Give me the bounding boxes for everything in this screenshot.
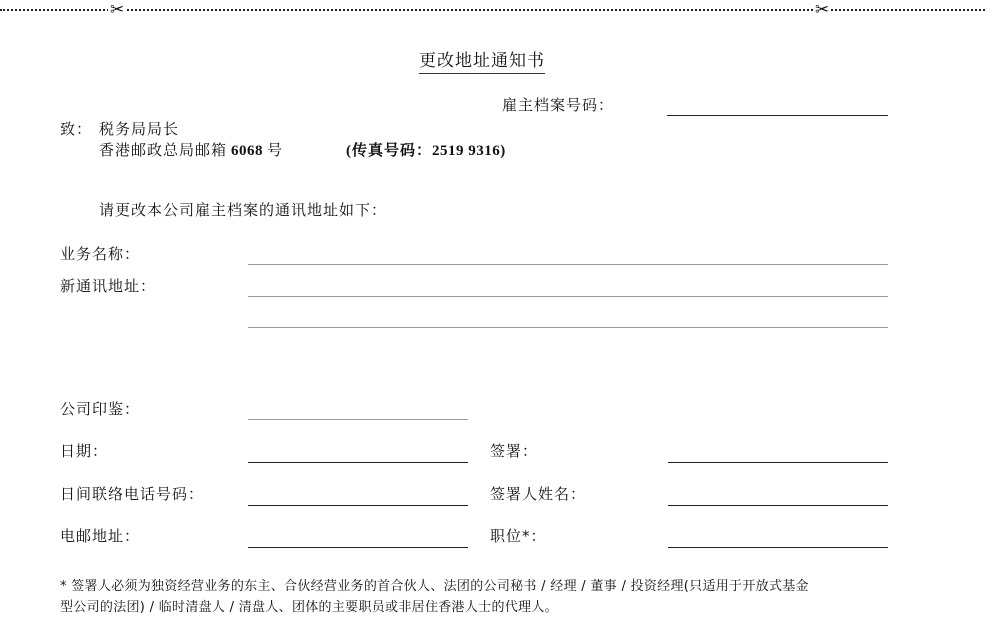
company-chop-label: 公司印鉴： [60, 400, 141, 418]
position-label: 职位*： [490, 527, 547, 545]
scissors-icon: ✂ [110, 0, 125, 20]
date-label: 日期： [60, 442, 109, 460]
company-chop-field[interactable] [248, 419, 468, 420]
employer-file-no-field[interactable] [667, 115, 888, 116]
signatory-name-label: 签署人姓名： [490, 485, 587, 503]
email-label: 电邮地址： [60, 527, 141, 545]
scissors-icon: ✂ [815, 0, 830, 20]
to-label: 致： [60, 120, 93, 138]
fax-close: ) [500, 143, 506, 159]
signatory-name-field[interactable] [668, 505, 888, 506]
signature-label: 签署： [490, 442, 539, 460]
po-box-number: 6068 [231, 143, 264, 159]
business-name-label: 业务名称： [60, 245, 141, 263]
fax-info [346, 141, 506, 160]
address-prefix: 香港邮政总局邮箱 [99, 141, 228, 159]
employer-file-no-label: 雇主档案号码： [502, 96, 615, 114]
fax-number: 2519 9316 [432, 143, 501, 159]
new-address-field-line2[interactable] [248, 327, 888, 328]
recipient-address [99, 141, 283, 160]
new-address-field-line1[interactable] [248, 296, 888, 297]
new-address-label: 新通讯地址： [60, 277, 157, 295]
cut-line [0, 9, 985, 11]
signature-field[interactable] [668, 462, 888, 463]
form-title: 更改地址通知书 [419, 50, 545, 74]
daytime-phone-field[interactable] [248, 505, 468, 506]
position-field[interactable] [668, 547, 888, 548]
request-text: 请更改本公司雇主档案的通讯地址如下： [99, 201, 388, 219]
date-field[interactable] [248, 462, 468, 463]
email-field[interactable] [248, 547, 468, 548]
business-name-field[interactable] [248, 264, 888, 265]
daytime-phone-label: 日间联络电话号码： [60, 485, 205, 503]
recipient: 税务局局长 [99, 120, 180, 138]
fax-open: (传真号码： [346, 143, 432, 159]
footnote-line1: * 签署人必须为独资经营业务的东主、合伙经营业务的首合伙人、法团的公司秘书 / 经理 / 董事 / 投资经理(只适用于开放式基金 [60, 579, 809, 594]
footnote-line2: 型公司的法团) / 临时清盘人 / 清盘人、团体的主要职员或非居住香港人士的代理人。 [60, 600, 558, 615]
address-suffix: 号 [267, 141, 284, 159]
